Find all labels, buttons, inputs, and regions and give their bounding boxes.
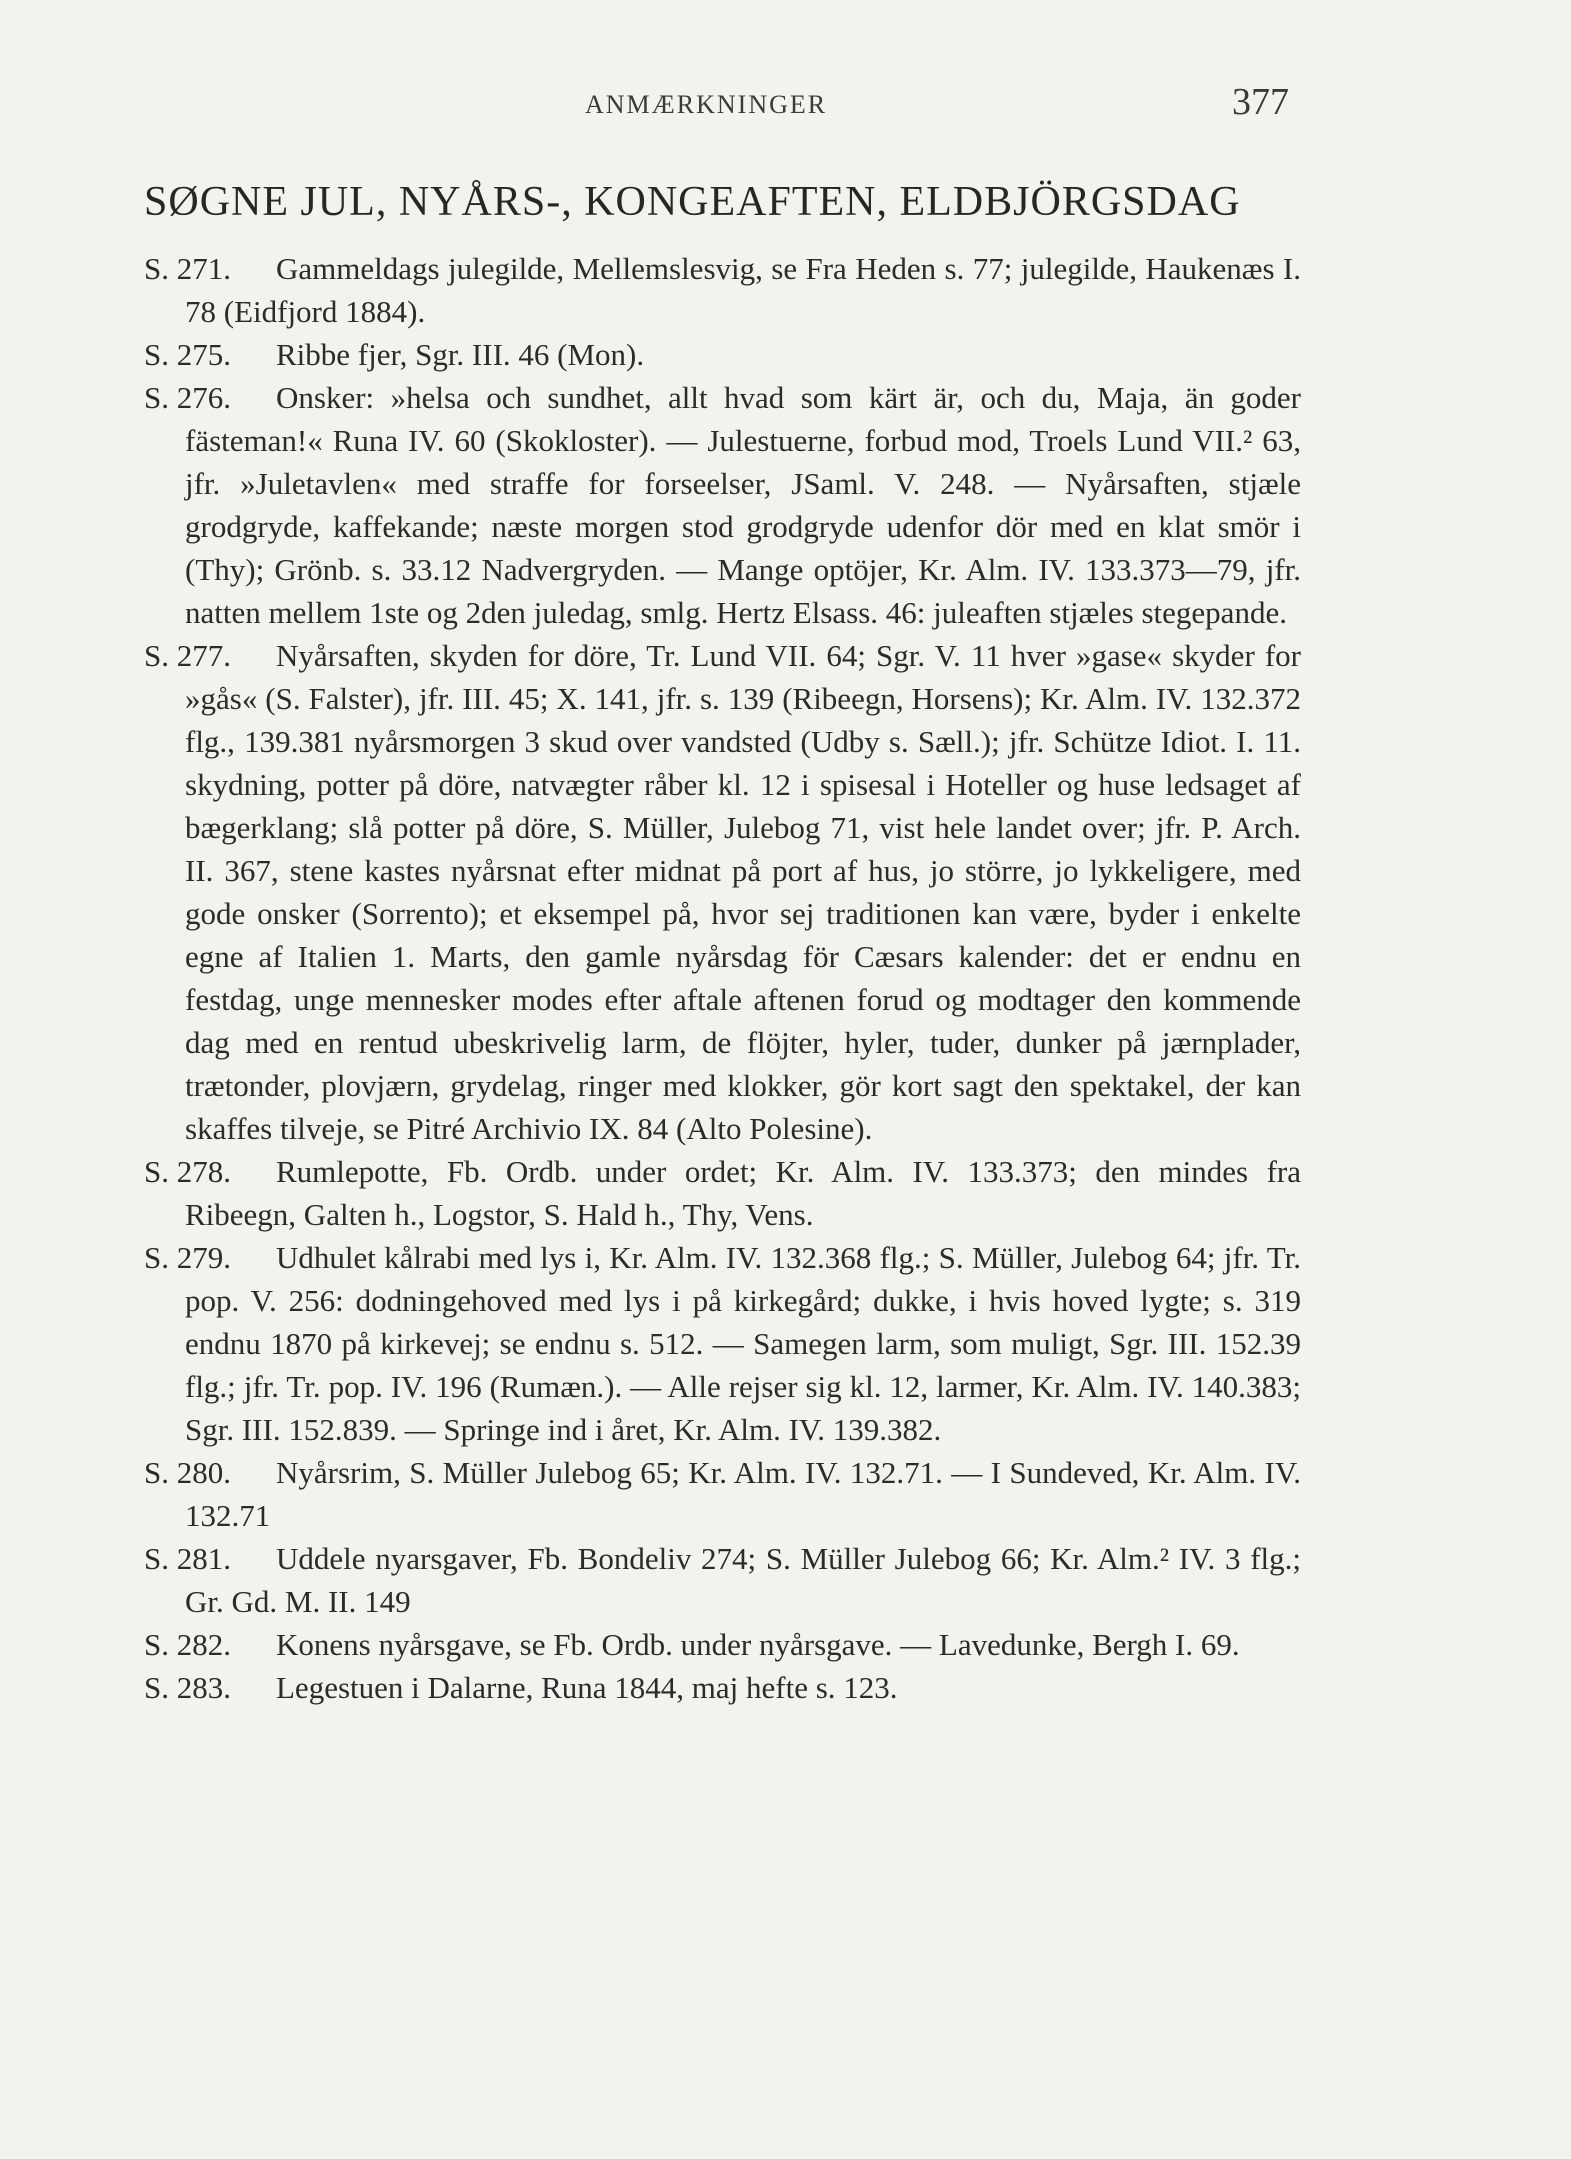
annotation-entry: [144, 1623, 1301, 1666]
annotation-entry: [144, 1537, 1301, 1623]
annotation-text: Konens nyårsgave, se Fb. Ordb. under nyårsgave. — Lavedunke, Bergh I. 69.: [276, 1627, 1240, 1662]
annotation-entry: [144, 376, 1301, 634]
annotation-text: Legestuen i Dalarne, Runa 1844, maj hefte s. 123.: [276, 1670, 898, 1705]
running-header: [0, 80, 1571, 130]
annotation-entry: [144, 634, 1301, 1150]
annotation-entry: [144, 247, 1301, 333]
annotation-text: Gammeldags julegilde, Mellemslesvig, se Fra Heden s. 77; julegilde, Haukenæs I. 78 (Eidfjord 1884).: [185, 251, 1301, 329]
annotation-text: Rumlepotte, Fb. Ordb. under ordet; Kr. Alm. IV. 133.373; den mindes fra Ribeegn, Galten h., Logstor, S. Hald h., Thy, Vens.: [185, 1154, 1301, 1232]
page-number: 377: [1232, 81, 1289, 123]
annotation-text: Uddele nyarsgaver, Fb. Bondeliv 274; S. Müller Julebog 66; Kr. Alm.² IV. 3 flg.; Gr. Gd. M. II. 149: [185, 1541, 1301, 1619]
page-reference: S. 280.: [144, 1455, 231, 1490]
page-reference: S. 282.: [144, 1627, 231, 1662]
annotation-entry: [144, 333, 1301, 376]
annotation-entry: [144, 1451, 1301, 1537]
annotation-text: Ribbe fjer, Sgr. III. 46 (Mon).: [276, 337, 645, 372]
page-reference: S. 278.: [144, 1154, 231, 1189]
page-reference: S. 281.: [144, 1541, 231, 1576]
annotation-entry: [144, 1150, 1301, 1236]
annotation-entry: [144, 1236, 1301, 1451]
page-reference: S. 277.: [144, 638, 231, 673]
annotation-text: Onsker: »helsa och sundhet, allt hvad som kärt är, och du, Maja, än goder fästeman!« Runa IV. 60 (Skokloster). — Julestuerne, forbud mod, Troels Lund VII.² 63, jfr. »Juletavlen« med straffe for forseelser, JSaml. V. 248. — Nyårsaften, stjæle grodgryde, kaffekande; næste morgen stod grodgryde udenfor dör med en klat smör i (Thy); Grönb. s. 33.12 Nadvergryden. — Mange optöjer, Kr. Alm. IV. 133.373—79, jfr. natten mellem 1ste og 2den juledag, smlg. Hertz Elsass. 46: juleaften stjæles stegepande.: [185, 380, 1301, 630]
page-reference: S. 271.: [144, 251, 231, 286]
page-reference: S. 275.: [144, 337, 231, 372]
annotation-entry: [144, 1666, 1301, 1709]
page-reference: S. 276.: [144, 380, 231, 415]
annotation-text: Nyårsrim, S. Müller Julebog 65; Kr. Alm. IV. 132.71. — I Sundeved, Kr. Alm. IV. 132.71: [185, 1455, 1301, 1533]
running-title: ANMÆRKNINGER: [585, 90, 828, 119]
annotation-text: Nyårsaften, skyden for döre, Tr. Lund VII. 64; Sgr. V. 11 hver »gase« skyder for »gås« (S. Falster), jfr. III. 45; X. 141, jfr. s. 139 (Ribeegn, Horsens); Kr. Alm. IV. 132.372 flg., 139.381 nyårsmorgen 3 skud over vandsted (Udby s. Sæll.); jfr. Schütze Idiot. I. 11. skydning, potter på döre, natvægter råber kl. 12 i spisesal i Hoteller og huse ledsaget af bægerklang; slå potter på döre, S. Müller, Julebog 71, vist hele landet over; jfr. P. Arch. II. 367, stene kastes nyårsnat efter midnat på port af hus, jo större, jo lykkeligere, med gode onsker (Sorrento); et eksempel på, hvor sej traditionen kan være, byder i enkelte egne af Italien 1. Marts, den gamle nyårsdag för Cæsars kalender: det er endnu en festdag, unge mennesker modes efter aftale aftenen forud og modtager den kommende dag med en rentud ubeskrivelig larm, de flöjter, hyler, tuder, dunker på jærnplader, trætonder, plovjærn, grydelag, ringer med klokker, gör kort sagt den spektakel, der kan skaffes tilveje, se Pitré Archivio IX. 84 (Alto Polesine).: [185, 638, 1301, 1146]
annotation-text: Udhulet kålrabi med lys i, Kr. Alm. IV. 132.368 flg.; S. Müller, Julebog 64; jfr. Tr. pop. V. 256: dodningehoved med lys i på kirkegård; dukke, i hvis hoved lygte; s. 319 endnu 1870 på kirkevej; se endnu s. 512. — Samegen larm, som muligt, Sgr. III. 152.39 flg.; jfr. Tr. pop. IV. 196 (Rumæn.). — Alle rejser sig kl. 12, larmer, Kr. Alm. IV. 140.383; Sgr. III. 152.839. — Springe ind i året, Kr. Alm. IV. 139.382.: [185, 1240, 1301, 1447]
section-title: SØGNE JUL, NYÅRS-, KONGEAFTEN, ELDBJÖRGSDAG: [144, 179, 1241, 225]
page-reference: S. 283.: [144, 1670, 231, 1705]
page-reference: S. 279.: [144, 1240, 231, 1275]
annotation-list: [144, 247, 1301, 1709]
